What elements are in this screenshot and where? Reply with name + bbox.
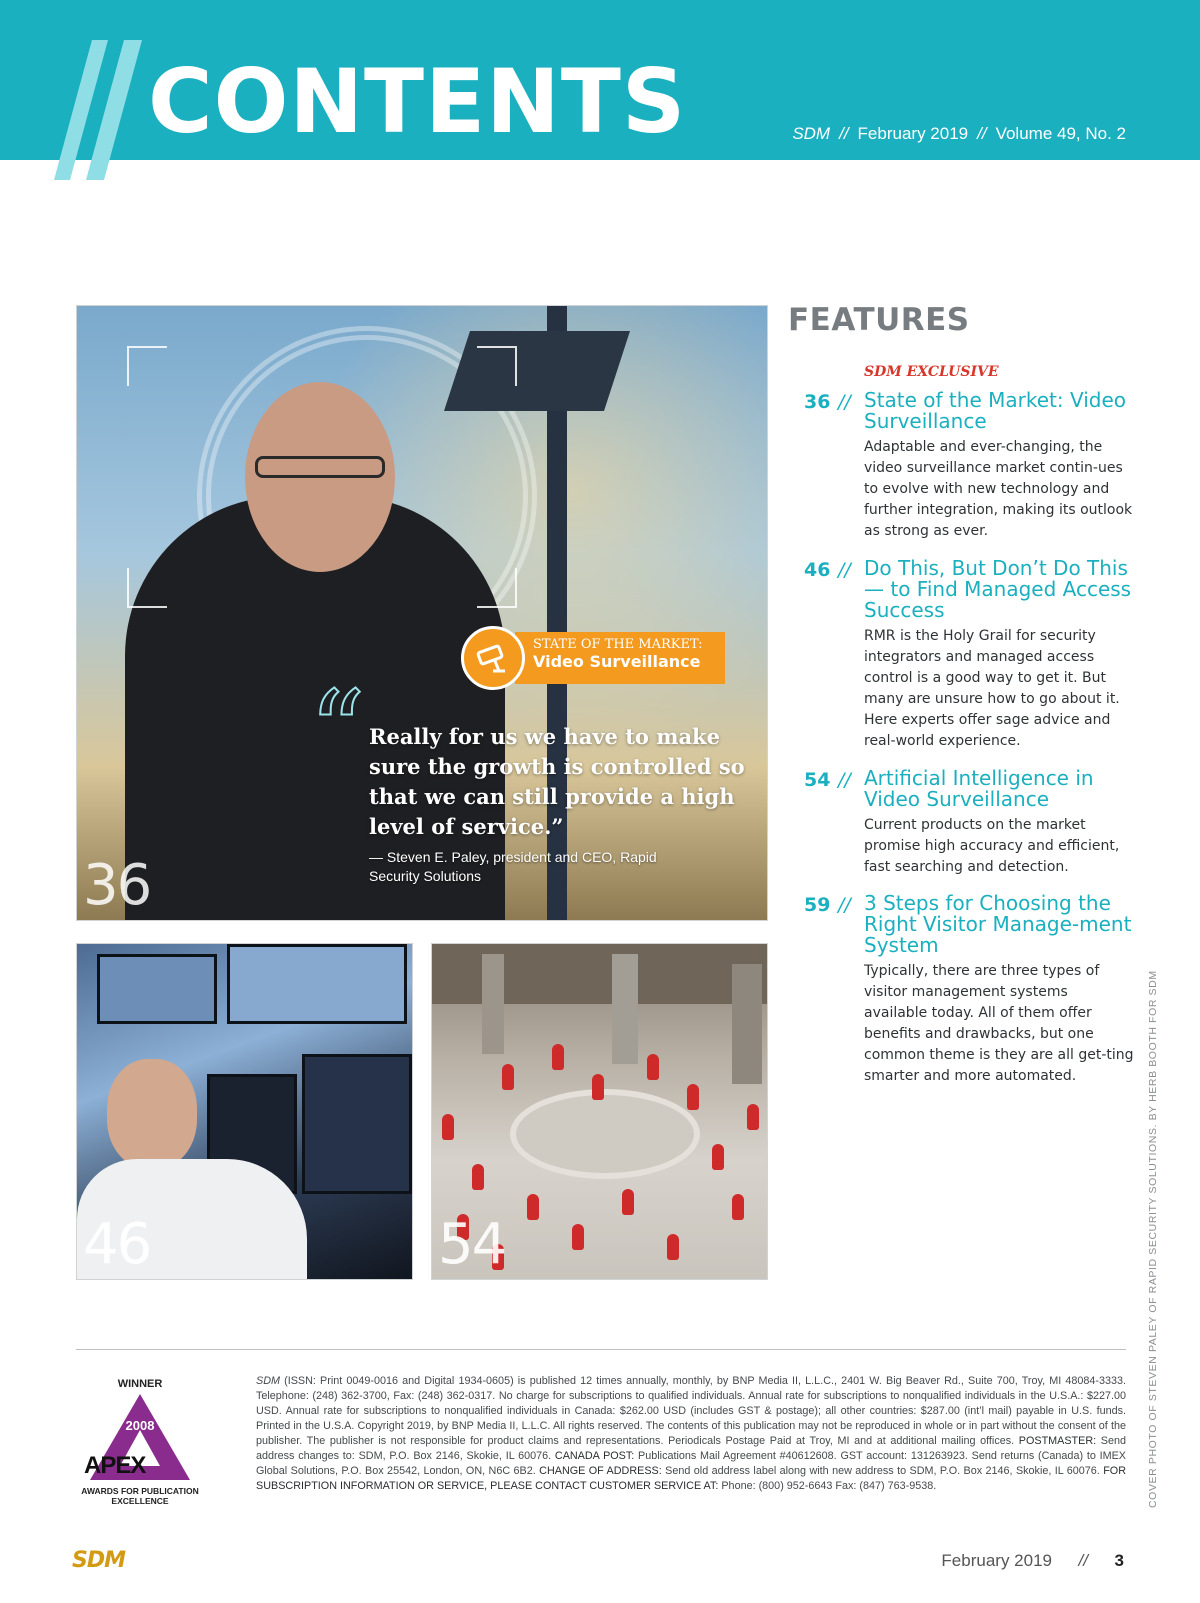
focus-frame-corner bbox=[127, 568, 167, 608]
photo-page-number: 36 bbox=[83, 853, 151, 918]
award-subtitle: AWARDS FOR PUBLICATION EXCELLENCE bbox=[81, 1486, 199, 1506]
pillar bbox=[732, 964, 762, 1084]
detected-person bbox=[622, 1189, 634, 1215]
apex-award-logo bbox=[76, 1374, 204, 1512]
legal-canada: Publications Mail Agreement #40612608. GST account: 131263923. Send returns (Canada) to IMEX Global Solutions, P.O. Box 25542, London, ON, N6C 6B2. bbox=[256, 1450, 1126, 1477]
feature-separator: // bbox=[838, 559, 851, 581]
double-slash-graphic bbox=[52, 40, 162, 180]
header-banner bbox=[0, 0, 1200, 160]
features-heading: FEATURES bbox=[788, 302, 970, 338]
legal-text: (ISSN: Print 0049-0016 and Digital 1934-0605) is published 12 times annually, monthly, by BNP Media II, L.L.C., 2401 W. Big Beaver Rd., Suite 700, Troy, MI 48084-3333. Telephone: (248) 362-3700, Fax: (248) 362-0317. No charge for subscriptions to qualified individuals. Annual rate for subscriptions to nonqualified individuals in the U.S.A.: $227.00 USD. Annual rate for subscriptions to nonqualified individuals in Canada: $262.00 USD (includes GST & postage); all other countries: $287.00 (int’l mail) payable in U.S. funds. Printed in the U.S.A. Copyright 2019, by BNP Media II, L.L.C. All rights reserved. The contents of this publication may not be reproduced in whole or in part without the consent of the publisher. The publisher is not responsible for product claims and representations. Periodicals Postage Paid at Troy, MI and at additional mailing offices. bbox=[256, 1375, 1126, 1447]
detected-person bbox=[472, 1164, 484, 1190]
feature-photo-46[interactable] bbox=[76, 943, 413, 1280]
feature-page-number: 36 bbox=[804, 391, 831, 413]
focus-frame-corner bbox=[127, 346, 167, 386]
award-year: 2008 bbox=[125, 1418, 155, 1433]
issue-separator: // bbox=[839, 124, 849, 143]
camera-housing bbox=[444, 331, 630, 411]
feature-title[interactable]: 3 Steps for Choosing the Right Visitor Manage-ment System bbox=[864, 891, 1132, 957]
photo-page-number: 46 bbox=[83, 1212, 151, 1277]
photo-credit: COVER PHOTO OF STEVEN PALEY OF RAPID SECURITY SOLUTIONS. BY HERB BOOTH FOR SDM bbox=[1147, 970, 1159, 1508]
monitor-screen bbox=[302, 1054, 412, 1194]
issue-separator: // bbox=[977, 124, 987, 143]
quote-mark-icon: “ bbox=[309, 667, 366, 795]
feature-separator: // bbox=[838, 894, 851, 916]
legal-change-label: CHANGE OF ADDRESS: bbox=[539, 1465, 662, 1477]
feature-item[interactable] bbox=[804, 893, 1134, 1087]
detected-person bbox=[552, 1044, 564, 1070]
feature-page-number: 46 bbox=[804, 559, 831, 581]
footer-date: February 2019 bbox=[941, 1551, 1052, 1570]
pull-quote: Really for us we have to make sure the growth is controlled so that we can still provide a high level of service.” bbox=[369, 724, 745, 839]
footer-separator: // bbox=[1078, 1551, 1088, 1570]
detected-person bbox=[527, 1194, 539, 1220]
detected-person bbox=[502, 1064, 514, 1090]
badge-label-big: Video Surveillance bbox=[533, 652, 701, 672]
publication-legal-text bbox=[256, 1374, 1126, 1494]
detected-person bbox=[687, 1084, 699, 1110]
pillar bbox=[482, 954, 504, 1054]
photo-page-number: 54 bbox=[438, 1212, 506, 1277]
feature-description: Adaptable and ever-changing, the video surveillance market contin-ues to evolve with new technology and further integration, making its outlook as strong as ever. bbox=[864, 439, 1133, 539]
feature-item[interactable] bbox=[804, 558, 1134, 752]
feature-separator: // bbox=[838, 769, 851, 791]
detected-person bbox=[442, 1114, 454, 1140]
quote-attribution: — Steven E. Paley, president and CEO, Rapid Security Solutions bbox=[369, 849, 657, 884]
detected-person bbox=[647, 1054, 659, 1080]
issue-volume: Volume 49, No. 2 bbox=[995, 124, 1126, 143]
page-title: CONTENTS bbox=[148, 50, 687, 153]
camera-icon bbox=[461, 626, 525, 690]
award-name: APEX bbox=[84, 1452, 146, 1479]
feature-item[interactable] bbox=[804, 768, 1134, 878]
legal-subscription-label: FOR SUBSCRIPTION INFORMATION OR SERVICE, PLEASE CONTACT CUSTOMER SERVICE AT: bbox=[256, 1465, 1126, 1492]
issue-line bbox=[792, 124, 1126, 144]
feature-photo-36[interactable] bbox=[76, 305, 768, 921]
feature-item[interactable] bbox=[804, 390, 1134, 542]
operator-head bbox=[107, 1059, 197, 1169]
feature-page-number: 59 bbox=[804, 894, 831, 916]
feature-description: RMR is the Holy Grail for security integrators and managed access control is a good way to get it. But many are unsure how to go about it. Here experts offer sage advice and real-world experience. bbox=[864, 628, 1120, 749]
reception-desk bbox=[510, 1089, 700, 1179]
video-wall-panel bbox=[97, 954, 217, 1024]
detected-person bbox=[572, 1224, 584, 1250]
detected-person bbox=[667, 1234, 679, 1260]
legal-subscription: Phone: (800) 952-6643 Fax: (847) 763-9538. bbox=[718, 1480, 937, 1492]
feature-separator: // bbox=[838, 391, 851, 413]
feature-title[interactable]: Do This, But Don’t Do This — to Find Managed Access Success bbox=[864, 556, 1132, 622]
legal-canada-label: CANADA POST: bbox=[554, 1450, 635, 1462]
feature-page-number: 54 bbox=[804, 769, 831, 791]
focus-frame-corner bbox=[477, 346, 517, 386]
focus-frame-corner bbox=[477, 568, 517, 608]
exclusive-label: SDM EXCLUSIVE bbox=[864, 364, 999, 380]
issue-date: February 2019 bbox=[857, 124, 969, 143]
legal-postmaster: Send address changes to: SDM, P.O. Box 2146, Skokie, IL 60076. bbox=[256, 1435, 1127, 1462]
legal-magazine-name: SDM bbox=[256, 1375, 280, 1387]
feature-description: Typically, there are three types of visitor management systems available today. All of them offer benefits and drawbacks, but one common theme is they are all get-ting smarter and more automated. bbox=[864, 963, 1134, 1084]
detected-person bbox=[732, 1194, 744, 1220]
feature-title[interactable]: Artificial Intelligence in Video Surveillance bbox=[864, 766, 1094, 811]
legal-postmaster-label: POSTMASTER: bbox=[1018, 1435, 1097, 1447]
sdm-logo: SDM bbox=[72, 1548, 125, 1573]
badge-label bbox=[515, 632, 725, 684]
footer-divider bbox=[76, 1349, 1126, 1350]
page-number: 3 bbox=[1114, 1551, 1124, 1570]
legal-change: Send old address label along with new address to SDM, P.O. Box 2146, Skokie, IL 60076. bbox=[661, 1465, 1104, 1477]
pillar bbox=[612, 954, 638, 1064]
feature-title[interactable]: State of the Market: Video Surveillance bbox=[864, 388, 1126, 433]
detected-person bbox=[712, 1144, 724, 1170]
badge-label-small: STATE OF THE MARKET: bbox=[533, 637, 703, 652]
video-wall-panel bbox=[227, 944, 407, 1024]
feature-photo-54[interactable] bbox=[431, 943, 768, 1280]
glasses bbox=[255, 456, 385, 478]
detected-person bbox=[592, 1074, 604, 1100]
award-winner-label: WINNER bbox=[117, 1378, 163, 1390]
feature-description: Current products on the market promise high accuracy and efficient, fast searching and detection. bbox=[864, 817, 1120, 875]
detected-person bbox=[747, 1104, 759, 1130]
magazine-name: SDM bbox=[792, 124, 831, 143]
